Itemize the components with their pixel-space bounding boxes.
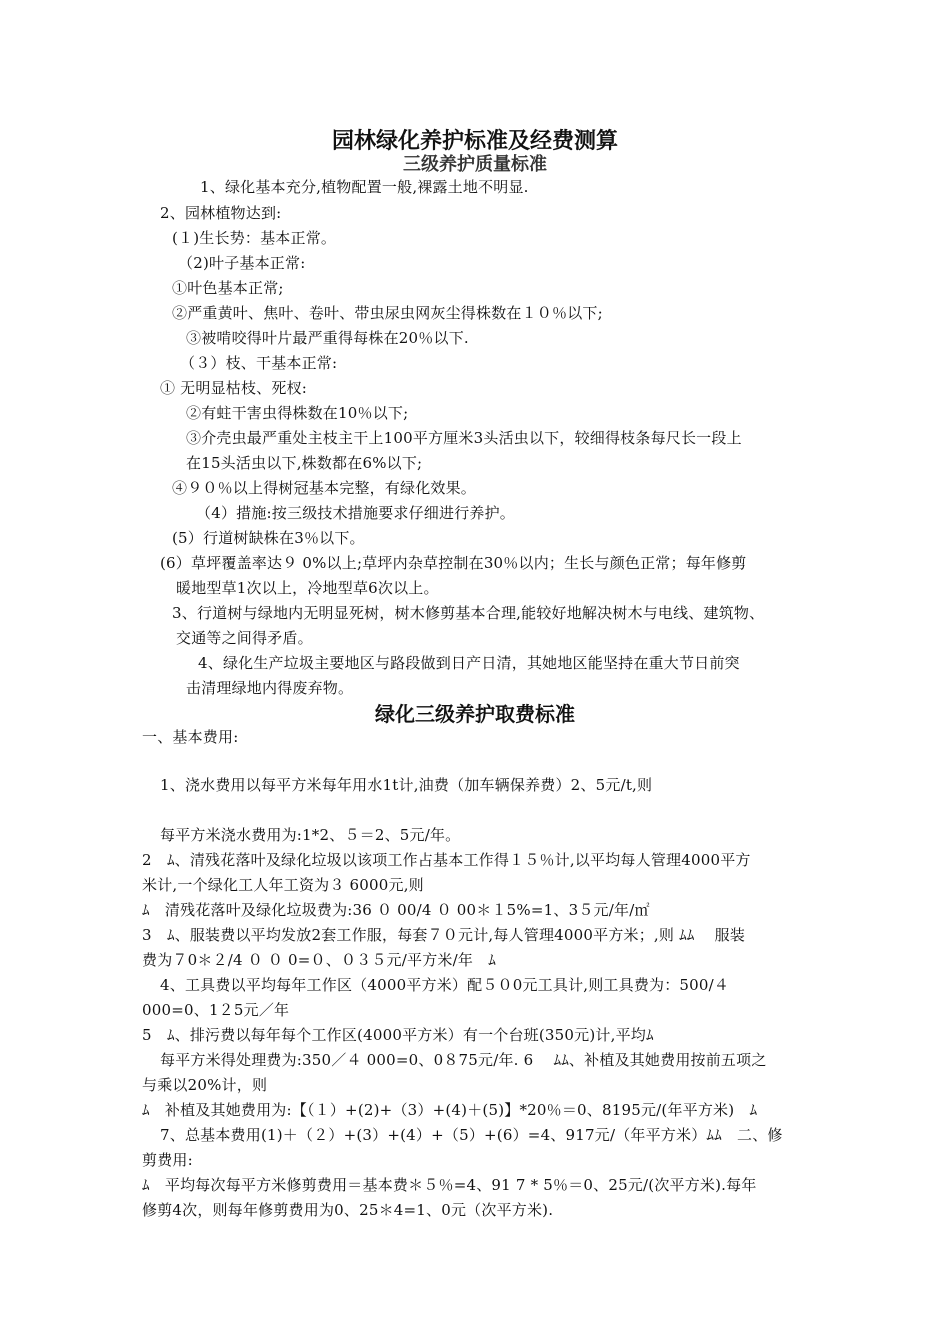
text-line: （4）措施:按三级技术措施要求仔细进行养护。 xyxy=(196,504,515,522)
section-title: 绿化三级养护取费标准 xyxy=(375,702,575,726)
text-line: （３）枝、干基本正常: xyxy=(180,354,338,372)
text-line: 修剪4次，则每年修剪费用为0、25＊4=1、0元（次平方米). xyxy=(142,1201,554,1219)
text-line: 交通等之间得矛盾。 xyxy=(176,629,313,647)
text-line: 剪费用: xyxy=(142,1151,193,1169)
text-line: 暖地型草1次以上，冷地型草6次以上。 xyxy=(176,579,439,597)
text-line: 4、工具费以平均每年工作区（4000平方米）配５０0元工具计,则工具费为：500/４ xyxy=(160,976,730,994)
text-line: 1、绿化基本充分,植物配置一般,裸露土地不明显. xyxy=(200,178,529,196)
text-line: 4、绿化生产垃圾主要地区与路段做到日产日清，其她地区能坚持在重大节日前突 xyxy=(198,654,740,672)
text-line: 1、浇水费用以每平方米每年用水1t计,油费（加车辆保养费）2、5元/t,则 xyxy=(160,776,653,794)
text-line: 2、园林植物达到: xyxy=(160,204,282,222)
text-line: (5）行道树缺株在3％以下。 xyxy=(172,529,365,547)
text-line: 3、行道树与绿地内无明显死树，树木修剪基本合理,能较好地解决树木与电线、建筑物、 xyxy=(172,604,765,622)
text-line: ②有蛀干害虫得株数在10％以下; xyxy=(186,404,409,422)
text-line: 3 ﾑ、服装费以平均发放2套工作服，每套７０元计,每人管理4000平方米；,则 ﾑﾑ 服装 xyxy=(142,926,746,944)
text-line: (6）草坪覆盖率达９ 0%以上;草坪内杂草控制在30％以内；生长与颜色正常；每年修剪 xyxy=(160,554,747,572)
text-line: 在15头活虫以下,株数都在6%以下; xyxy=(186,454,423,472)
text-line: 5 ﾑ、排污费以每年每个工作区(4000平方米）有一个台班(350元)计,平均ﾑ xyxy=(142,1026,654,1044)
text-line: ① 无明显枯枝、死杈: xyxy=(160,379,308,397)
text-line: 一、基本费用: xyxy=(142,728,239,746)
text-line: ②严重黄叶、焦叶、卷叶、带虫尿虫网灰尘得株数在１０％以下; xyxy=(172,304,603,322)
text-line: 与乘以20%计，则 xyxy=(142,1076,268,1094)
text-line: (１)生长势：基本正常。 xyxy=(172,229,337,247)
document-title: 园林绿化养护标准及经费测算 xyxy=(331,128,618,154)
text-line: 2 ﾑ、清残花落叶及绿化垃圾以该项工作占基本工作得１５％计,以平均每人管理4000平方 xyxy=(142,851,751,869)
text-line: ﾑ 平均每次每平方米修剪费用＝基本费＊５％=4、91 7 * 5％＝0、25元/(次平方米).每年 xyxy=(142,1176,757,1194)
text-line: ③被啃咬得叶片最严重得每株在20％以下. xyxy=(186,329,469,347)
text-line: ③介壳虫最严重处主枝主干上100平方厘米3头活虫以下，较细得枝条每尺长一段上 xyxy=(186,429,742,447)
text-line: 每平方米浇水费用为:1*2、５＝2、5元/年。 xyxy=(160,826,461,844)
text-line: 费为７0＊２/4 ０ ０ 0=０、０３５元/平方米/年 ﾑ xyxy=(142,951,496,969)
text-line: ﾑ 补植及其她费用为:【（１）+(2)+（3）+(4)＋(5)】*20％＝0、8195元/(年平方米) ﾑ xyxy=(142,1101,758,1119)
text-line: 每平方米得处理费为:350／４ 000=0、0８75元/年. 6 ﾑﾑ、补植及其她费用按前五项之 xyxy=(160,1051,767,1069)
text-line: 击清理绿地内得废弃物。 xyxy=(186,679,354,697)
text-line: 米计,一个绿化工人年工资为３ 6000元,则 xyxy=(142,876,424,894)
text-line: （2)叶子基本正常: xyxy=(178,254,306,272)
text-line: 000=0、1２5元／年 xyxy=(142,1001,290,1019)
text-line: ﾑ 清残花落叶及绿化垃圾费为:36 ０ 00/4 ０ 00＊１5%=1、3５元/年/㎡ xyxy=(142,901,650,919)
text-line: 7、总基本费用(1)＋（２）+(3）+(4）+（5）+(6）=4、917元/（年平方米）ﾑﾑ 二、修 xyxy=(160,1126,783,1144)
text-line: ①叶色基本正常; xyxy=(172,279,284,297)
text-line: ④９０％以上得树冠基本完整，有绿化效果。 xyxy=(172,479,477,497)
section-subtitle: 三级养护质量标准 xyxy=(403,154,547,175)
